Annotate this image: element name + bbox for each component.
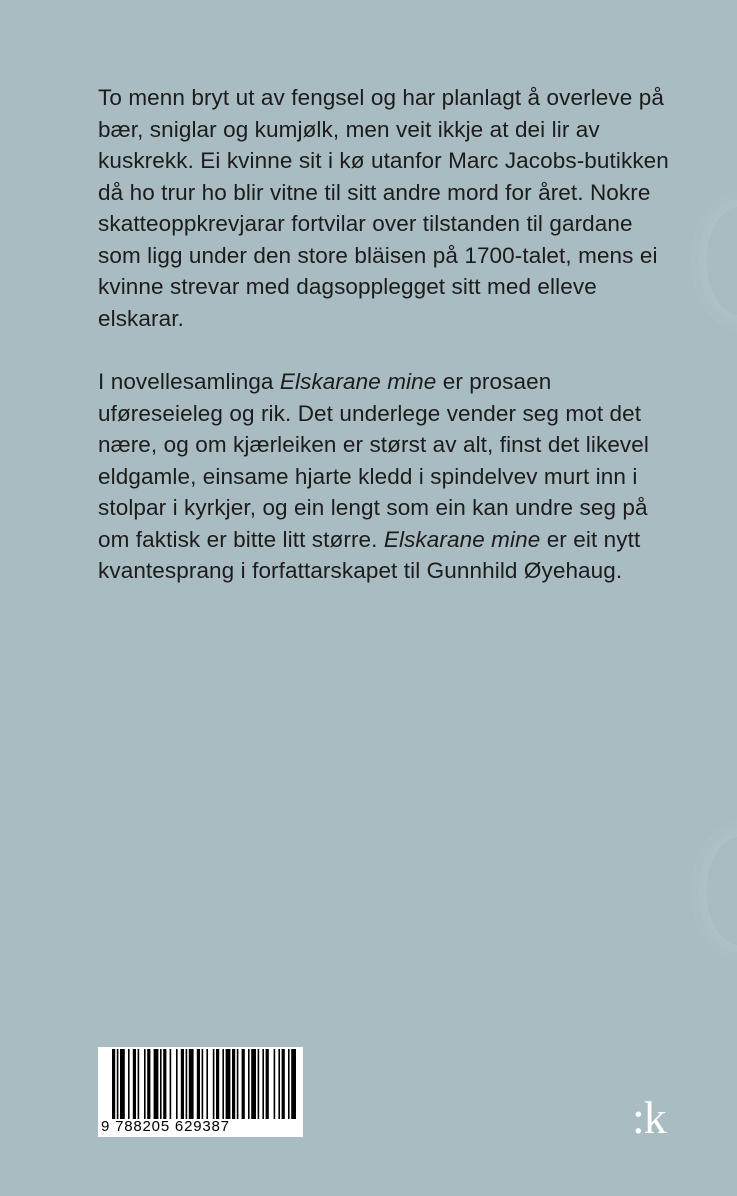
barcode-bar xyxy=(133,1049,136,1119)
barcode-bars xyxy=(98,1047,303,1119)
barcode-bar xyxy=(278,1049,280,1119)
barcode-bar xyxy=(282,1049,285,1119)
barcode-bar xyxy=(117,1049,119,1119)
barcode-bar xyxy=(266,1049,269,1119)
blurb-text-segment: er eit nytt kvantesprang i forfattarskapet til Gunnhild Øyehaug. xyxy=(98,526,641,583)
blurb-paragraph-1: To menn bryt ut av fengsel og har planlagt å overleve på bær, sniglar og kumjølk, men veit ikkje at dei lir av kuskrekk. Ei kvinne sit i kø utanfor Marc Jacobs-butikken då ho trur ho blir vitne til sitt andre mord for året. Nokre skatteoppkrevjarar fortvilar over tilstanden til gardane som ligg under den store bläisen på 1700-talet, mens ei kvinne strevar med dagsopplegget sitt med elleve elskarar. xyxy=(98,85,669,331)
barcode xyxy=(98,1047,303,1137)
publisher-logo: :k xyxy=(632,1092,666,1143)
barcode-bar xyxy=(120,1049,125,1119)
barcode-bar xyxy=(186,1049,188,1119)
barcode-bar xyxy=(163,1049,166,1119)
barcode-bar xyxy=(147,1049,150,1119)
barcode-bar xyxy=(288,1049,290,1119)
barcode-bar xyxy=(112,1049,115,1119)
barcode-bar xyxy=(216,1049,219,1119)
barcode-bar xyxy=(226,1049,231,1119)
decorative-circle xyxy=(705,205,737,317)
barcode-bar xyxy=(181,1049,184,1119)
barcode-bar xyxy=(291,1049,296,1119)
blurb-text-segment: er prosaen uføreseieleg og rik. Det underlege vender seg mot det nære, og om kjærleiken er størst av alt, finst det likevel eldgamle, einsame hjarte kledd i spindelvev murt inn i stolpar i kyrkjer, og ein lengt som ein kan undre seg på om faktisk er bitte litt større. xyxy=(98,369,649,552)
book-title: Elskarane mine xyxy=(279,369,437,394)
barcode-bar xyxy=(262,1049,264,1119)
barcode-bar xyxy=(144,1049,146,1119)
barcode-bar xyxy=(242,1049,245,1119)
barcode-bar xyxy=(170,1049,172,1119)
barcode-bar xyxy=(197,1049,200,1119)
barcode-bar xyxy=(206,1049,208,1119)
barcode-bar xyxy=(251,1049,256,1119)
barcode-bar xyxy=(222,1049,224,1119)
barcode-bar xyxy=(189,1049,194,1119)
barcode-bar xyxy=(232,1049,235,1119)
blurb-paragraph-2 xyxy=(98,366,678,587)
decorative-circle xyxy=(705,835,737,947)
barcode-bar xyxy=(202,1049,204,1119)
isbn-number: 9 788205 629387 xyxy=(101,1118,230,1135)
barcode-bar xyxy=(138,1049,140,1119)
barcode-bar xyxy=(128,1049,130,1119)
blurb-text xyxy=(98,82,678,619)
barcode-bar xyxy=(176,1049,178,1119)
blurb-text-segment: I novellesamlinga xyxy=(98,369,280,394)
barcode-bar xyxy=(258,1049,260,1119)
barcode-bar xyxy=(237,1049,239,1119)
barcode-bar xyxy=(248,1049,250,1119)
book-title: Elskarane mine xyxy=(383,526,541,552)
barcode-bar xyxy=(160,1049,162,1119)
barcode-bar xyxy=(213,1049,215,1119)
barcode-bar xyxy=(154,1049,159,1119)
barcode-bar xyxy=(274,1049,276,1119)
